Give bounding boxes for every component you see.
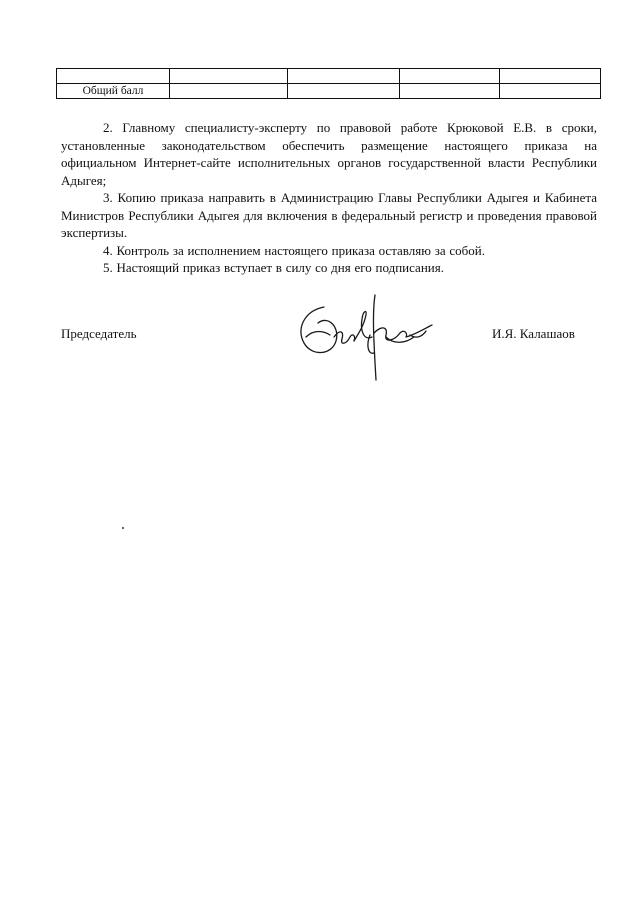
paragraph-item-4: 4. Контроль за исполнением настоящего приказа оставляю за собой. bbox=[103, 242, 485, 258]
table-cell bbox=[170, 84, 288, 99]
paragraph-item-2: 2. Главному специалисту-эксперту по правовой работе Крюковой Е.В. в сроки, установленные законодательством обеспечить размещение настоящего приказа на официальном Интернет-сайте исполнительных органов государственной власти Республики Адыгея; bbox=[61, 120, 597, 188]
table-cell bbox=[170, 69, 288, 84]
table-row bbox=[57, 69, 601, 84]
order-body bbox=[61, 119, 597, 277]
table-cell bbox=[500, 84, 601, 99]
stray-mark bbox=[122, 527, 124, 529]
score-table bbox=[56, 68, 601, 99]
table-cell bbox=[288, 69, 400, 84]
total-score-label: Общий балл bbox=[57, 84, 170, 99]
signatory-title: Председатель bbox=[61, 326, 137, 341]
paragraph-item-3: 3. Копию приказа направить в Администрацию Главы Республики Адыгея и Кабинета Министров Республики Адыгея для включения в федеральный регистр и проведения правовой экспертизы. bbox=[61, 190, 597, 240]
table-row bbox=[57, 84, 601, 99]
table-cell bbox=[400, 69, 500, 84]
paragraph-item-5: 5. Настоящий приказ вступает в силу со дня его подписания. bbox=[103, 260, 444, 275]
table-cell bbox=[500, 69, 601, 84]
handwritten-signature-icon bbox=[290, 285, 440, 385]
signatory-name: И.Я. Калашаов bbox=[492, 326, 575, 341]
table-cell bbox=[288, 84, 400, 99]
table-cell bbox=[57, 69, 170, 84]
table-cell bbox=[400, 84, 500, 99]
